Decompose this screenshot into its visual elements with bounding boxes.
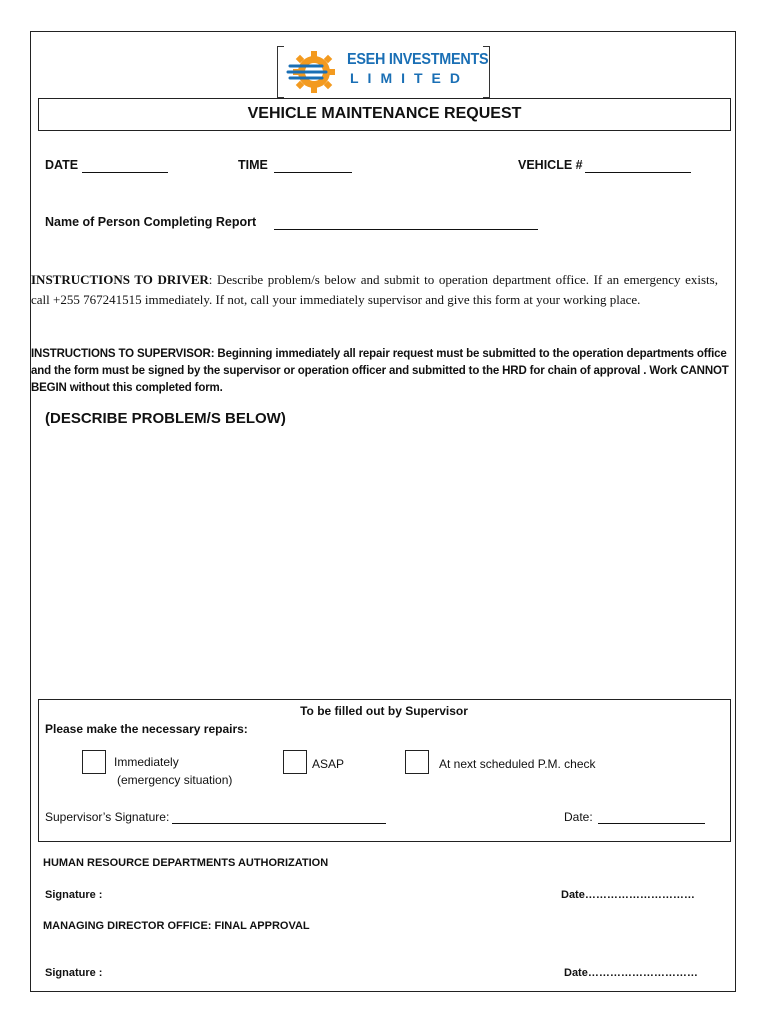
supervisor-instructions <box>31 346 739 397</box>
name-field[interactable] <box>274 229 538 230</box>
vehicle-field[interactable] <box>585 172 691 173</box>
driver-instructions <box>31 270 718 309</box>
pm-check-checkbox[interactable] <box>405 750 429 774</box>
asap-checkbox[interactable] <box>283 750 307 774</box>
hr-authorization-heading: HUMAN RESOURCE DEPARTMENTS AUTHORIZATION <box>43 857 329 869</box>
pm-check-label: At next scheduled P.M. check <box>439 757 596 771</box>
time-field[interactable] <box>274 172 352 173</box>
supervisor-section-title: To be filled out by Supervisor <box>300 704 468 718</box>
form-title: VEHICLE MAINTENANCE REQUEST <box>38 98 731 131</box>
date-label: DATE <box>45 158 79 172</box>
problem-description-area[interactable] <box>38 436 731 691</box>
driver-instructions-heading: INSTRUCTIONS TO DRIVER <box>31 272 209 287</box>
repairs-prompt: Please make the necessary repairs: <box>45 722 248 736</box>
describe-heading: (DESCRIBE PROBLEM/S BELOW) <box>45 410 286 427</box>
time-label: TIME <box>238 158 268 172</box>
supervisor-date-label: Date: <box>564 810 593 824</box>
md-approval-heading: MANAGING DIRECTOR OFFICE: FINAL APPROVAL <box>43 920 310 932</box>
supervisor-instructions-text: Beginning immediately all repair request must be submitted to the operation departments office and the form must be signed by the supervisor or operation officer and submitted to the HRD for chain of approval . Work CANNOT BEGIN without this completed form. <box>31 348 729 394</box>
hr-signature-label: Signature : <box>45 889 103 901</box>
date-field[interactable] <box>82 172 168 173</box>
vehicle-label: VEHICLE # <box>518 158 583 172</box>
gear-logo-icon <box>286 50 344 94</box>
immediately-sublabel: (emergency situation) <box>117 773 233 787</box>
logo-company-name: ESEH INVESTMENTS <box>347 51 489 68</box>
supervisor-signature-field[interactable] <box>172 823 386 824</box>
supervisor-instructions-heading: INSTRUCTIONS TO SUPERVISOR: <box>31 348 215 360</box>
asap-label: ASAP <box>312 757 345 771</box>
logo-company-suffix: LIMITED <box>350 70 469 86</box>
supervisor-signature-label: Supervisor’s Signature: <box>45 810 170 824</box>
name-label: Name of Person Completing Report <box>45 215 257 229</box>
supervisor-date-field[interactable] <box>598 823 705 824</box>
hr-date-label: Date………………………… <box>561 889 695 901</box>
immediately-label: Immediately <box>114 755 179 769</box>
md-date-label: Date………………………… <box>564 967 698 979</box>
immediately-checkbox[interactable] <box>82 750 106 774</box>
driver-instructions-text: : Describe problem/s below and submit to operation department office. If an emergency exists, call +255 767241515 immediately. If not, call your immediately supervisor and give this form at your working place. <box>31 272 718 307</box>
md-signature-label: Signature : <box>45 967 103 979</box>
